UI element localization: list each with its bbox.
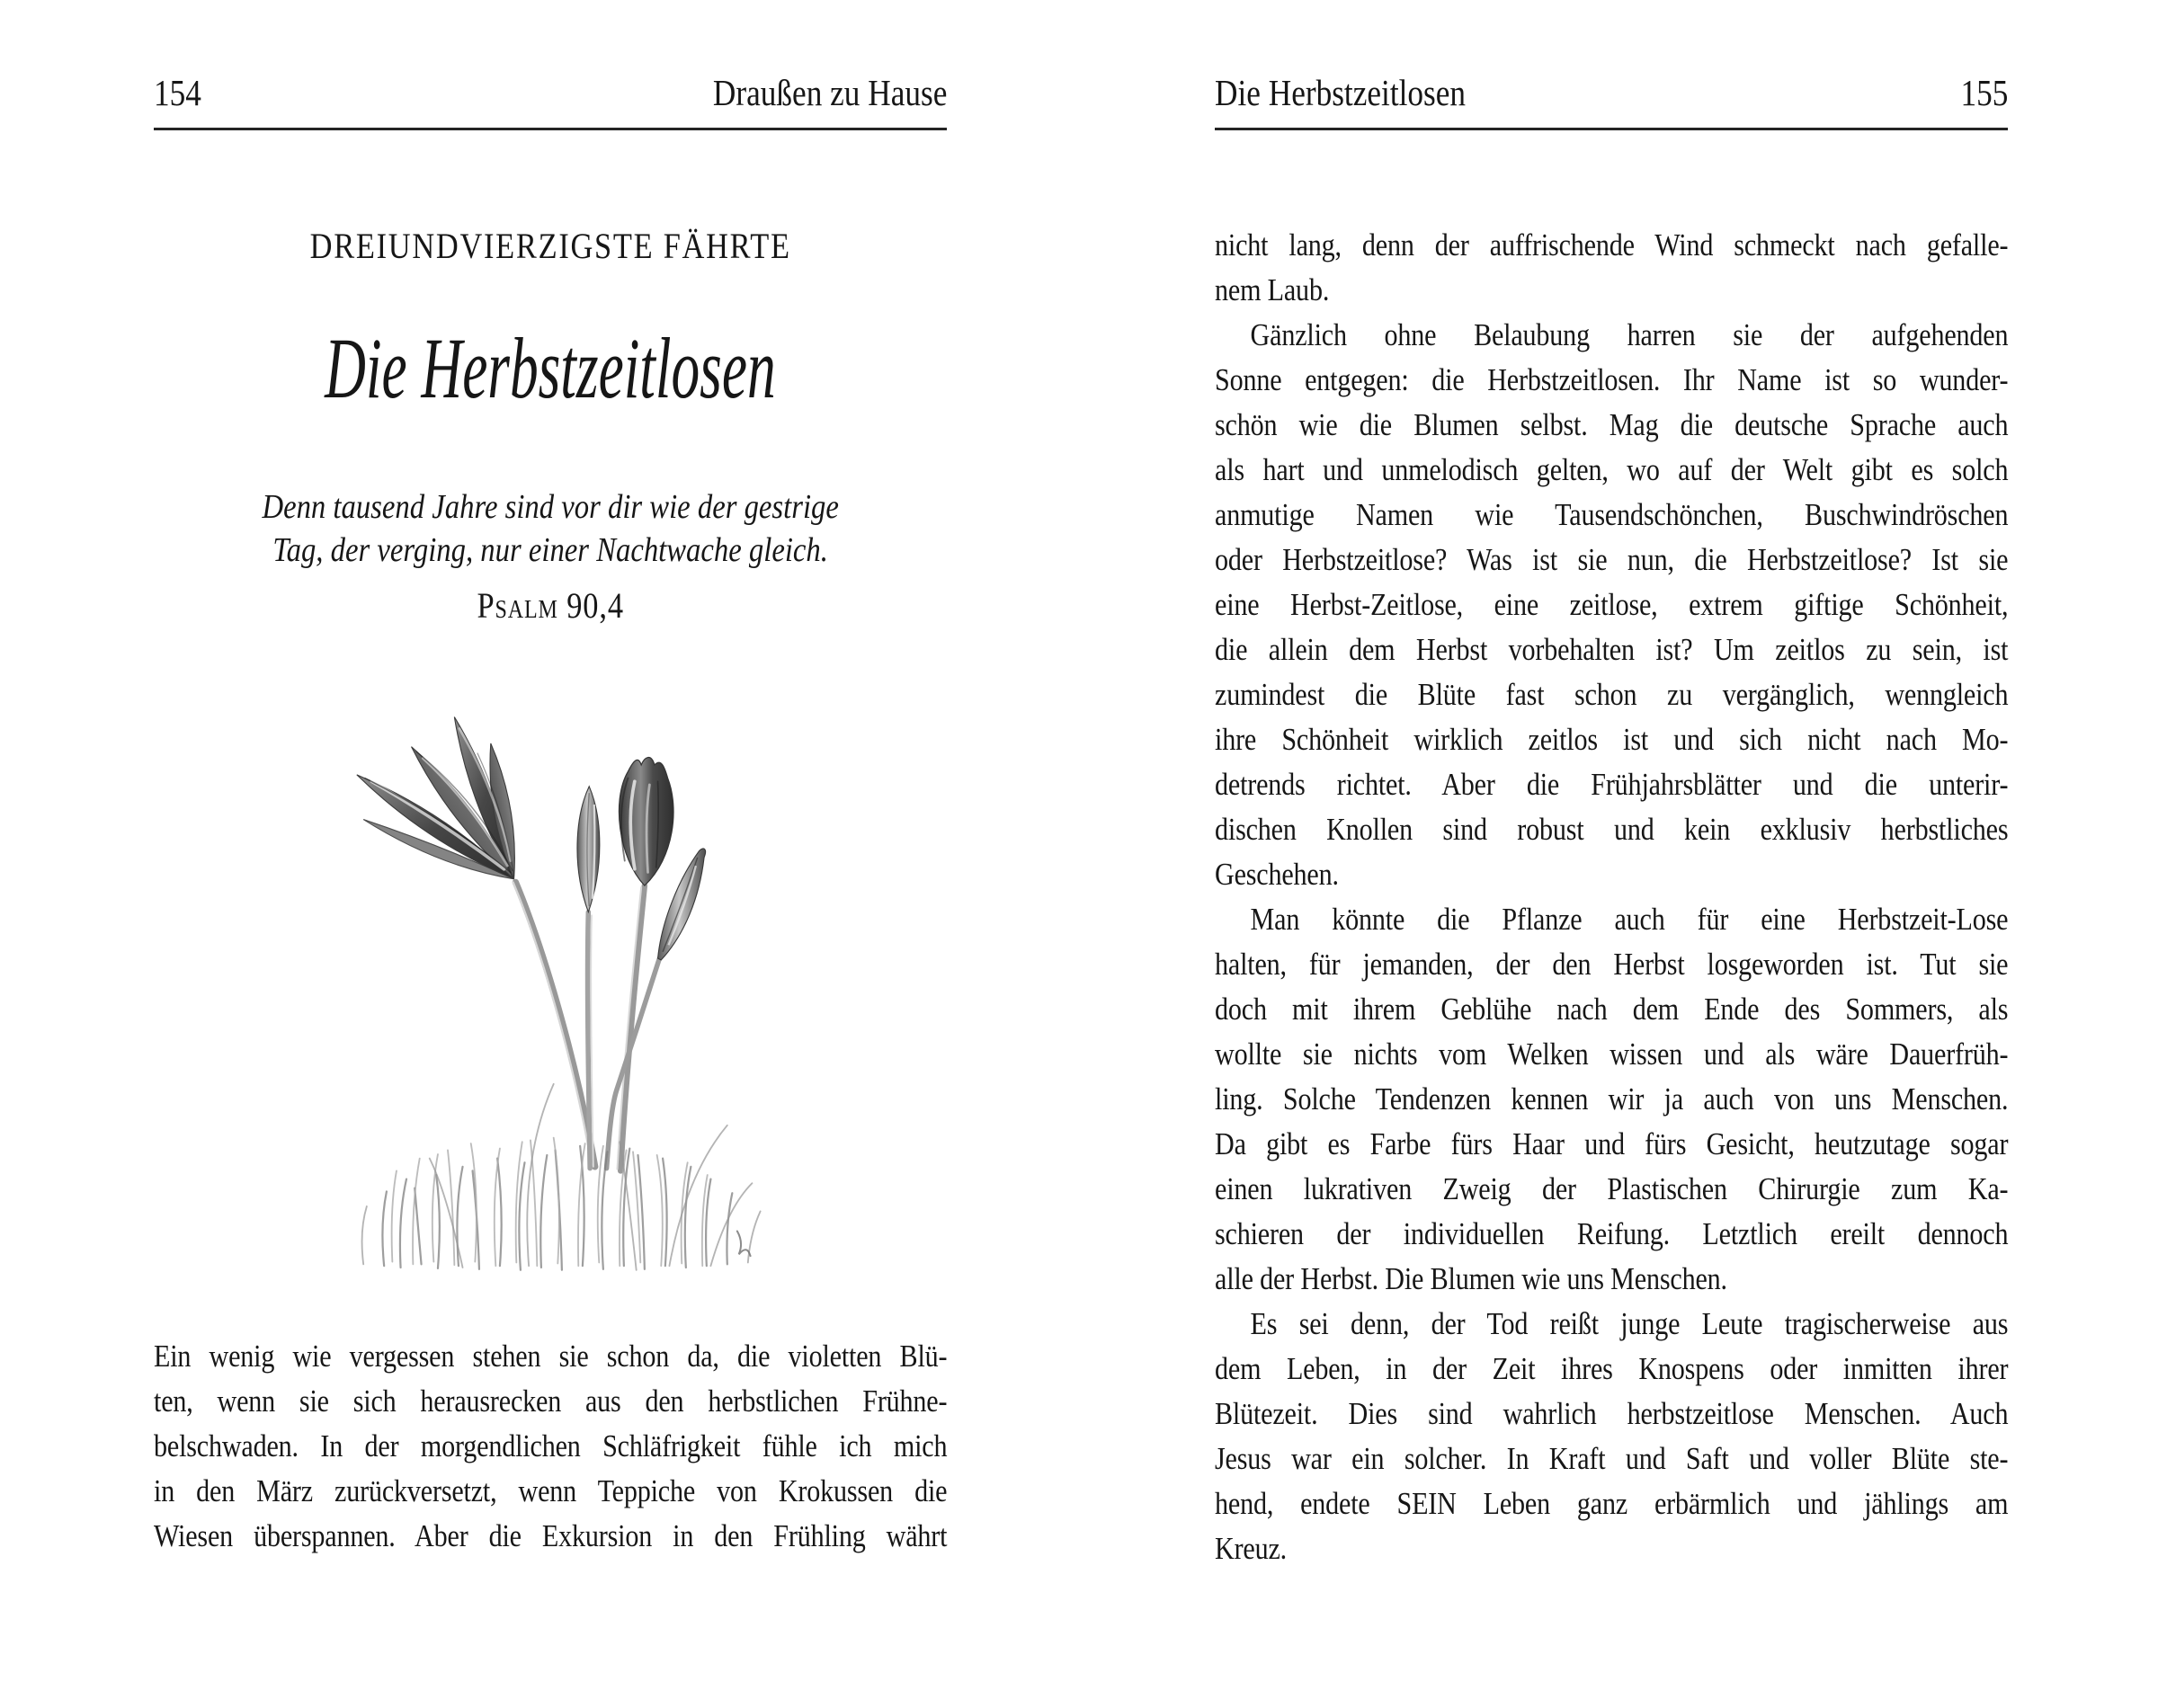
body-text-line: eine Herbst-Zeitlose, eine zeitlose, extrem giftige Schönheit, (1215, 587, 2009, 622)
body-text-line: ling. Solche Tendenzen kennen wir ja auch von uns Menschen. (1215, 1081, 2009, 1116)
body-text-line: belschwaden. In der morgendlichen Schläfrigkeit fühle ich mich (154, 1428, 948, 1463)
running-head: Draußen zu Hause (712, 72, 948, 113)
body-text-line: wollte sie nichts vom Welken wissen und als wäre Dauerfrüh- (1215, 1036, 2009, 1072)
crocus-illustration (314, 690, 777, 1279)
epigraph-line: Tag, der verging, nur einer Nachtwache gleich. (272, 531, 828, 569)
body-text-line: Wiesen überspannen. Aber die Exkursion in den Frühling währt (154, 1518, 948, 1553)
body-text-line: Kreuz. (1215, 1531, 1288, 1566)
body-text-line: Blütezeit. Dies sind wahrlich herbstzeitlose Menschen. Auch (1215, 1396, 2009, 1431)
body-text-line: in den März zurückversetzt, wenn Teppiche von Krokussen die (154, 1473, 948, 1508)
running-head: Die Herbstzeitlosen (1215, 72, 1467, 113)
body-text-line: doch mit ihrem Geblühe nach dem Ende des Sommers, als (1215, 992, 2009, 1027)
body-text-line: ten, wenn sie sich herausrecken aus den herbstlichen Frühne- (154, 1383, 948, 1419)
body-text-line: als hart und unmelodisch gelten, wo auf der Welt gibt es solch (1215, 452, 2009, 487)
page-left (154, 0, 947, 1708)
body-text-line: detrends richtet. Aber die Frühjahrsblätter und die unterir- (1215, 767, 2009, 802)
body-text-line: oder Herbstzeitlose? Was ist sie nun, die Herbstzeitlose? Ist sie (1215, 542, 2009, 577)
body-text-line: Es sei denn, der Tod reißt junge Leute tragischerweise aus (1250, 1306, 2009, 1341)
chapter-title: Die Herbstzeitlosen (325, 320, 776, 416)
body-text-line: schön wie die Blumen selbst. Mag die deutsche Sprache auch (1215, 407, 2009, 442)
page-right (1215, 0, 2008, 1708)
page-header (1215, 72, 2008, 113)
body-text-line: Da gibt es Farbe fürs Haar und fürs Gesicht, heutzutage sogar (1215, 1126, 2009, 1161)
body-text-line: einen lukrativen Zweig der Plastischen Chirurgie zum Ka- (1215, 1171, 2009, 1206)
body-text-line: dem Leben, in der Zeit ihres Knospens oder inmitten ihrer (1215, 1351, 2009, 1386)
body-text-line: Sonne entgegen: die Herbstzeitlosen. Ihr Name ist so wunder- (1215, 362, 2009, 397)
epigraph-source: Psalm 90,4 (477, 585, 624, 626)
header-rule (154, 128, 947, 130)
chapter-kicker: DREIUNDVIERZIGSTE FÄHRTE (309, 226, 791, 266)
body-text-line: Geschehen. (1215, 857, 1339, 892)
body-text-line: schieren der individuellen Reifung. Letztlich ereilt dennoch (1215, 1216, 2009, 1251)
body-text-line: Jesus war ein solcher. In Kraft und Saft und voller Blüte ste- (1215, 1441, 2009, 1476)
body-text-line: nem Laub. (1215, 272, 1330, 307)
body-text-line: anmutige Namen wie Tausendschönchen, Buschwindröschen (1215, 497, 2009, 532)
body-text-line: Ein wenig wie vergessen stehen sie schon da, die violetten Blü- (154, 1339, 948, 1374)
body-text-line: ihre Schönheit wirklich zeitlos ist und sich nicht nach Mo- (1215, 722, 2009, 757)
body-text-line: alle der Herbst. Die Blumen wie uns Menschen. (1215, 1261, 1727, 1296)
body-text-line: hend, endete SEIN Leben ganz erbärmlich und jählings am (1215, 1486, 2009, 1521)
epigraph (154, 485, 947, 572)
body-text-line: dischen Knollen sind robust und kein exklusiv herbstliches (1215, 812, 2009, 847)
header-rule (1215, 128, 2008, 130)
body-text-line: die allein dem Herbst vorbehalten ist? Um zeitlos zu sein, ist (1215, 632, 2009, 667)
body-text-line: nicht lang, denn der auffrischende Wind schmeckt nach gefalle- (1215, 227, 2009, 262)
body-text (1215, 223, 2008, 1571)
body-text (154, 1334, 947, 1559)
page-header (154, 72, 947, 113)
page-number: 155 (1960, 72, 2009, 113)
body-text-line: zumindest die Blüte fast schon zu vergänglich, wenngleich (1215, 677, 2009, 712)
body-text-line: halten, für jemanden, der den Herbst losgeworden ist. Tut sie (1215, 947, 2009, 982)
body-text-line: Man könnte die Pflanze auch für eine Herbstzeit-Lose (1250, 902, 2009, 937)
body-text-line: Gänzlich ohne Belaubung harren sie der aufgehenden (1250, 317, 2009, 352)
epigraph-line: Denn tausend Jahre sind vor dir wie der gestrige (262, 488, 839, 526)
page-number: 154 (154, 72, 201, 113)
